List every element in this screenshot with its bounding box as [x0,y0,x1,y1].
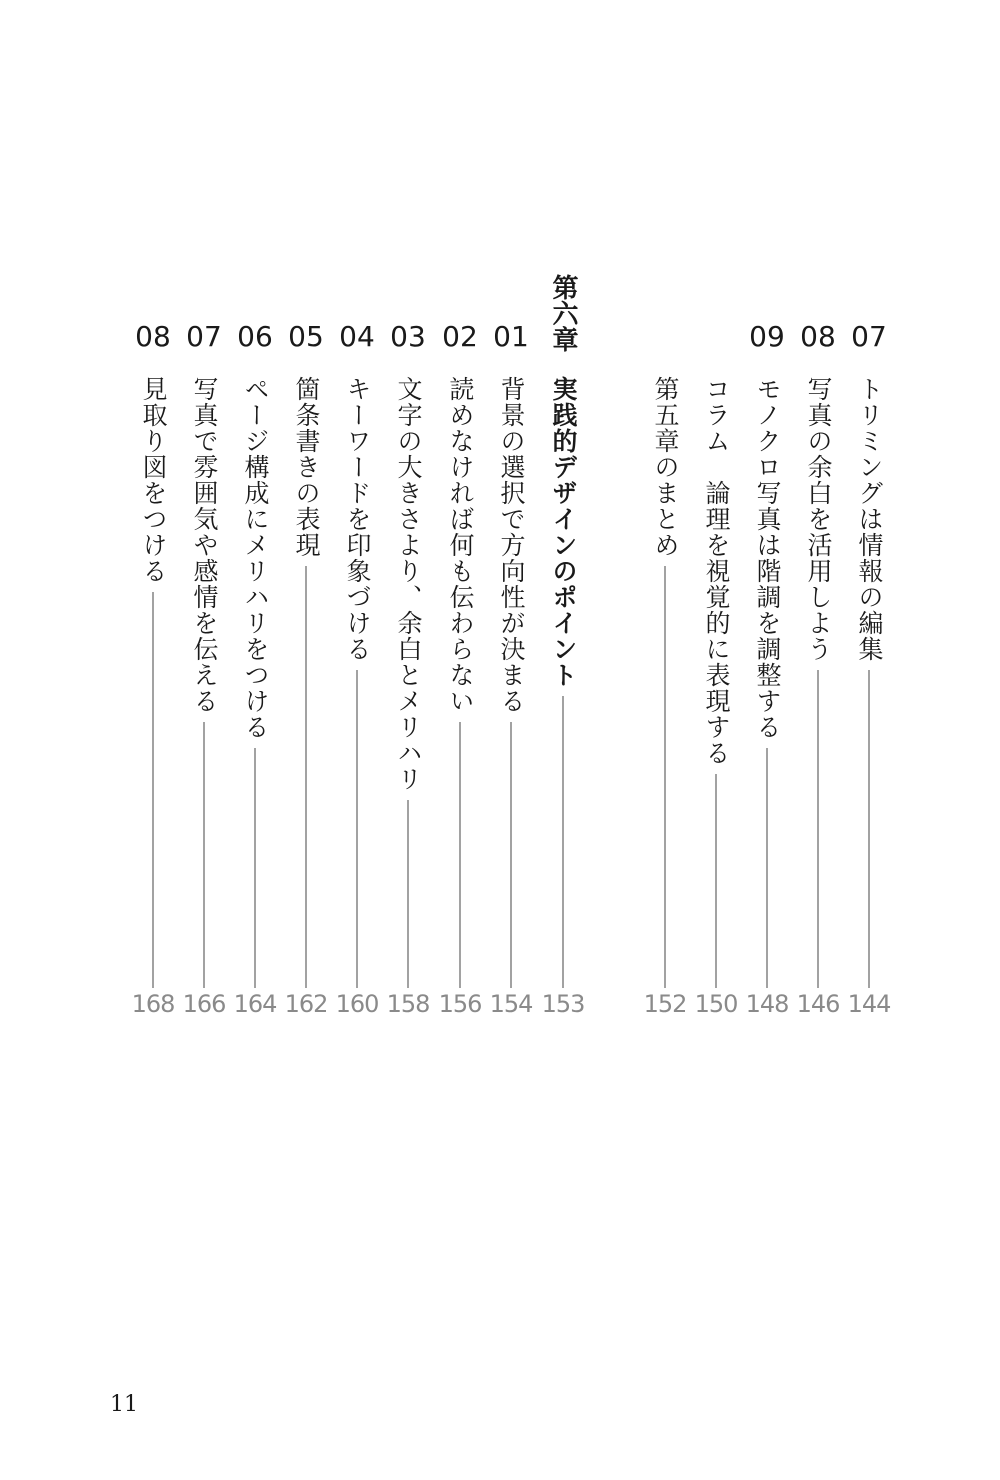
toc-entry[interactable] [538,0,588,1040]
section-number: 08 [135,320,171,353]
leader-line [460,722,461,988]
toc-entry[interactable] [383,0,433,1040]
leader-line [563,696,564,988]
page-ref: 154 [489,990,533,1018]
section-title: 箇条書きの表現 [292,376,321,558]
page-ref: 162 [284,990,328,1018]
leader-line [665,566,666,988]
toc-entry[interactable] [691,0,741,1040]
toc-entry[interactable] [486,0,536,1040]
page-ref: 146 [796,990,840,1018]
section-title: モノクロ写真は階調を調整する [753,376,782,740]
page-ref: 153 [541,990,585,1018]
page-ref: 164 [233,990,277,1018]
leader-line [869,670,870,988]
section-title: 写真の余白を活用しよう [804,376,833,662]
page-ref: 160 [335,990,379,1018]
section-number: 06 [237,320,273,353]
leader-line [818,670,819,988]
section-number: 07 [186,320,222,353]
section-title: トリミングは情報の編集 [855,376,884,662]
leader-line [357,670,358,988]
leader-line [153,592,154,988]
section-number: 08 [800,320,836,353]
section-number: 07 [851,320,887,353]
page-ref: 158 [386,990,430,1018]
toc-entry[interactable] [844,0,894,1040]
section-number: 05 [288,320,324,353]
toc-entry[interactable] [742,0,792,1040]
page-ref: 152 [643,990,687,1018]
chapter-title: 実践的デザインのポイント [549,376,578,688]
toc-entry[interactable] [179,0,229,1040]
toc-entry[interactable] [332,0,382,1040]
page-ref: 166 [182,990,226,1018]
section-number: 01 [493,320,529,353]
section-title: コラム 論理を視覚的に表現する [702,376,731,766]
toc-entry[interactable] [640,0,690,1040]
page-ref: 150 [694,990,738,1018]
section-title: 第五章のまとめ [651,376,680,558]
section-title: 文字の大きさより、余白とメリハリ [394,376,423,792]
page-ref: 144 [847,990,891,1018]
leader-line [204,722,205,988]
page-ref: 156 [438,990,482,1018]
leader-line [511,722,512,988]
section-title: 読めなければ何も伝わらない [446,376,475,714]
leader-line [767,748,768,988]
leader-line [716,774,717,988]
toc-entry[interactable] [230,0,280,1040]
page-ref: 148 [745,990,789,1018]
leader-line [255,748,256,988]
section-title: 見取り図をつける [139,376,168,584]
section-title: ページ構成にメリハリをつける [241,376,270,740]
section-number: 04 [339,320,375,353]
section-number: 03 [390,320,426,353]
section-number: 02 [442,320,478,353]
section-title: 写真で雰囲気や感情を伝える [190,376,219,714]
page-number: 11 [110,1392,138,1417]
section-title: 背景の選択で方向性が決まる [497,376,526,714]
section-title: キーワードを印象づける [343,376,372,662]
leader-line [306,566,307,988]
page-ref: 168 [131,990,175,1018]
chapter-heading: 第六章 [548,274,578,352]
toc-entry[interactable] [281,0,331,1040]
leader-line [408,800,409,988]
toc-entry[interactable] [793,0,843,1040]
section-number: 09 [749,320,785,353]
toc-entry[interactable] [128,0,178,1040]
toc-entry[interactable] [435,0,485,1040]
